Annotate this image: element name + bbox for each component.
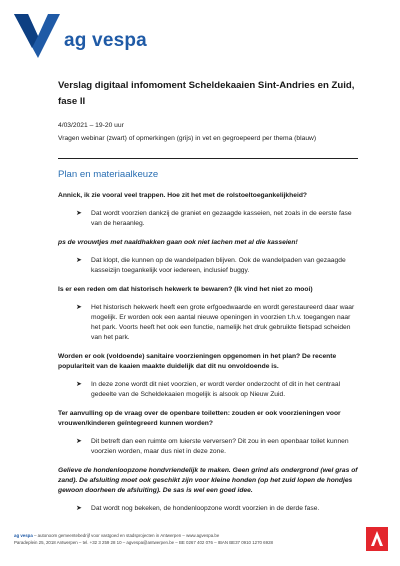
- arrow-bullet-icon: ➤: [76, 505, 82, 512]
- document-body: [58, 78, 358, 523]
- answer-text: In deze zone wordt dit niet voorzien, er wordt verder onderzocht of dit in het centraal gedeelte van de Scheldekaaien mogelijk is alsook op Nieuw Zuid.: [91, 381, 341, 398]
- document-title: Verslag digitaal infomoment Scheldekaaien Sint-Andries en Zuid, fase II: [58, 80, 355, 107]
- answer-text: Dat wordt voorzien dankzij de graniet en gezaagde kasseien, net zoals in de eerste fase van de heraanleg.: [91, 210, 352, 227]
- answer-text: Het historisch hekwerk heeft een grote erfgoedwaarde en wordt gerestaureerd daar waar mogelijk. Er worden ook een aantal nieuwe openingen in voorzien t.h.v. toegangen naar het park. Voorts heeft het ook een functie, namelijk het druk gebruikte fietspad scheiden van het park.: [91, 304, 355, 341]
- arrow-bullet-icon: ➤: [76, 438, 82, 445]
- arrow-bullet-icon: ➤: [76, 381, 82, 388]
- footer-description: – autonoom gemeentebedrijf voor vastgoed en stadsprojecten in Antwerpen – www.agvespa.be: [32, 533, 220, 538]
- document-intro: Vragen webinar (zwart) of opmerkingen (grijs) in vet en gegroepeerd per thema (blauw): [58, 135, 317, 142]
- logo-text: ag vespa: [64, 30, 147, 51]
- answer: [58, 437, 358, 457]
- question: ps de vrouwtjes met naaldhakken gaan ook niet lachen met al die kasseien!: [58, 239, 298, 246]
- footer-brand: ag vespa: [14, 533, 33, 538]
- ag-vespa-logo: [14, 14, 147, 58]
- footer-line-2: Paradeplein 25, 2018 Antwerpen – tel. +32 3 259 28 10 – agvespa@antwerpen.be – BE 0267 402 076 – IBAN BE37 0910 1270 6928: [14, 540, 273, 545]
- answer-text: Dat klopt, die kunnen op de wandelpaden blijven. Ook de wandelpaden van gezaagde kasseizijn toegankelijk voor iedereen, inclusief buggy.: [91, 257, 346, 274]
- answer: [58, 380, 358, 400]
- question: Is er een reden om dat historisch hekwerk te bewaren? (Ik vind het niet zo mooi): [58, 286, 313, 293]
- answer: [58, 303, 358, 343]
- antwerpen-hand-logo-icon: [366, 527, 388, 551]
- answer-text: Dat wordt nog bekeken, de hondenloopzone wordt voorzien in de derde fase.: [91, 505, 320, 512]
- separator-line: [58, 158, 358, 159]
- question: Ter aanvulling op de vraag over de openbare toiletten: zouden er ook voorzieningen voor vrouwen/kinderen geïntegreerd kunnen worden?: [58, 410, 341, 427]
- answer: [58, 256, 358, 276]
- arrow-bullet-icon: ➤: [76, 210, 82, 217]
- document-date: 4/03/2021 – 19-20 uur: [58, 122, 124, 129]
- question: Gelieve de hondenloopzone hondvriendelijk te maken. Geen grind als ondergrond (wel gras of zand). De afsluiting moet ook geschikt zijn voor kleine honden (op het zuid lopen de hondjes gewoon doorheen de afsluiting). De sas is wel een goed idee.: [58, 467, 358, 494]
- footer: [14, 532, 354, 546]
- answer-text: Dit betreft dan een ruimte om luierste verversen? Dit zou in een openbaar toilet kunnen voorzien worden, maar dus niet in deze zone.: [91, 438, 349, 455]
- qa-list: [58, 191, 358, 514]
- answer: [58, 504, 358, 514]
- question: Annick, ik zie vooral veel trappen. Hoe zit het met de rolstoeltoegankelijkheid?: [58, 192, 307, 199]
- arrow-bullet-icon: ➤: [76, 257, 82, 264]
- vespa-v-logo-icon: [14, 14, 60, 58]
- arrow-bullet-icon: ➤: [76, 304, 82, 311]
- footer-line-1: [14, 532, 354, 539]
- question: Worden er ook (voldoende) sanitaire voorzieningen opgenomen in het plan? De recente populariteit van de kaaien maakte duidelijk dat dit nu onvoldoende is.: [58, 353, 337, 370]
- section-title: Plan en materiaalkeuze: [58, 169, 159, 180]
- answer: [58, 209, 358, 229]
